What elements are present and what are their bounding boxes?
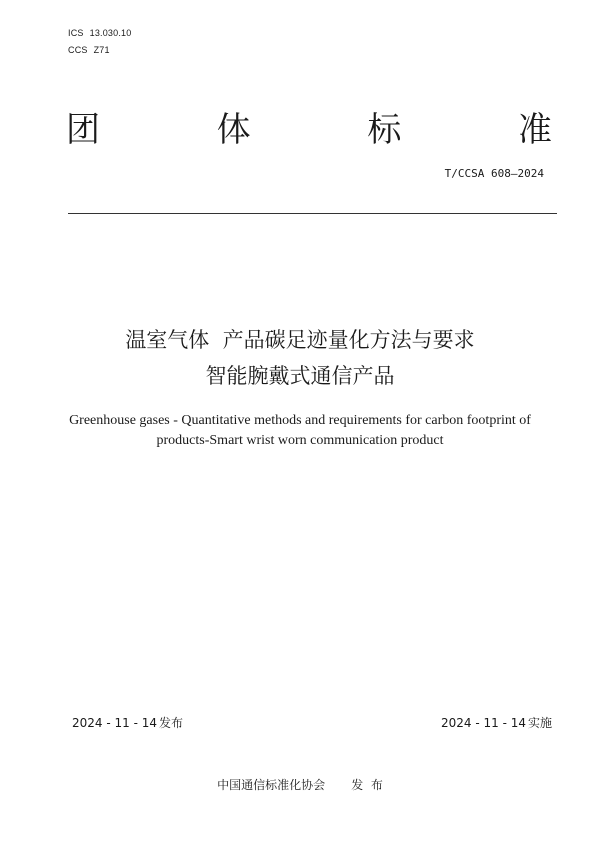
publish-date <box>72 714 183 731</box>
category-char: 标 <box>367 110 402 150</box>
category-char: 团 <box>66 110 100 150</box>
standard-number: T/CCSA 608—2024 <box>444 167 544 180</box>
implement-date-value: 2024 - 11 - 14 <box>440 716 526 730</box>
english-title <box>40 411 560 451</box>
publish-label: 发布 <box>159 716 184 730</box>
ics-code: 13.030.10 <box>89 28 132 38</box>
ics-classification <box>68 28 131 38</box>
publisher <box>0 776 600 793</box>
ccs-code: Z71 <box>93 45 110 55</box>
english-title-line-2: products-Smart wrist worn communication product <box>156 433 444 448</box>
chinese-title-line-2: 智能腕戴式通信产品 <box>205 364 395 388</box>
ccs-classification <box>68 45 110 55</box>
implement-label: 实施 <box>527 716 552 730</box>
category-char: 体 <box>216 110 251 150</box>
publisher-name: 中国通信标准化协会 <box>217 778 326 792</box>
ics-label: ICS <box>68 28 84 38</box>
header-divider <box>68 213 557 214</box>
implement-date <box>441 714 552 731</box>
ccs-label: CCS <box>68 45 88 55</box>
chinese-title-line-1: 温室气体 产品碳足迹量化方法与要求 <box>125 328 475 352</box>
category-char: 准 <box>517 110 552 150</box>
publish-date-value: 2024 - 11 - 14 <box>72 716 157 730</box>
english-title-line-1: Greenhouse gases - Quantitative methods and requirements for carbon footprint of <box>69 413 531 428</box>
standard-category-title <box>66 108 552 152</box>
publisher-action: 发 布 <box>351 778 383 792</box>
